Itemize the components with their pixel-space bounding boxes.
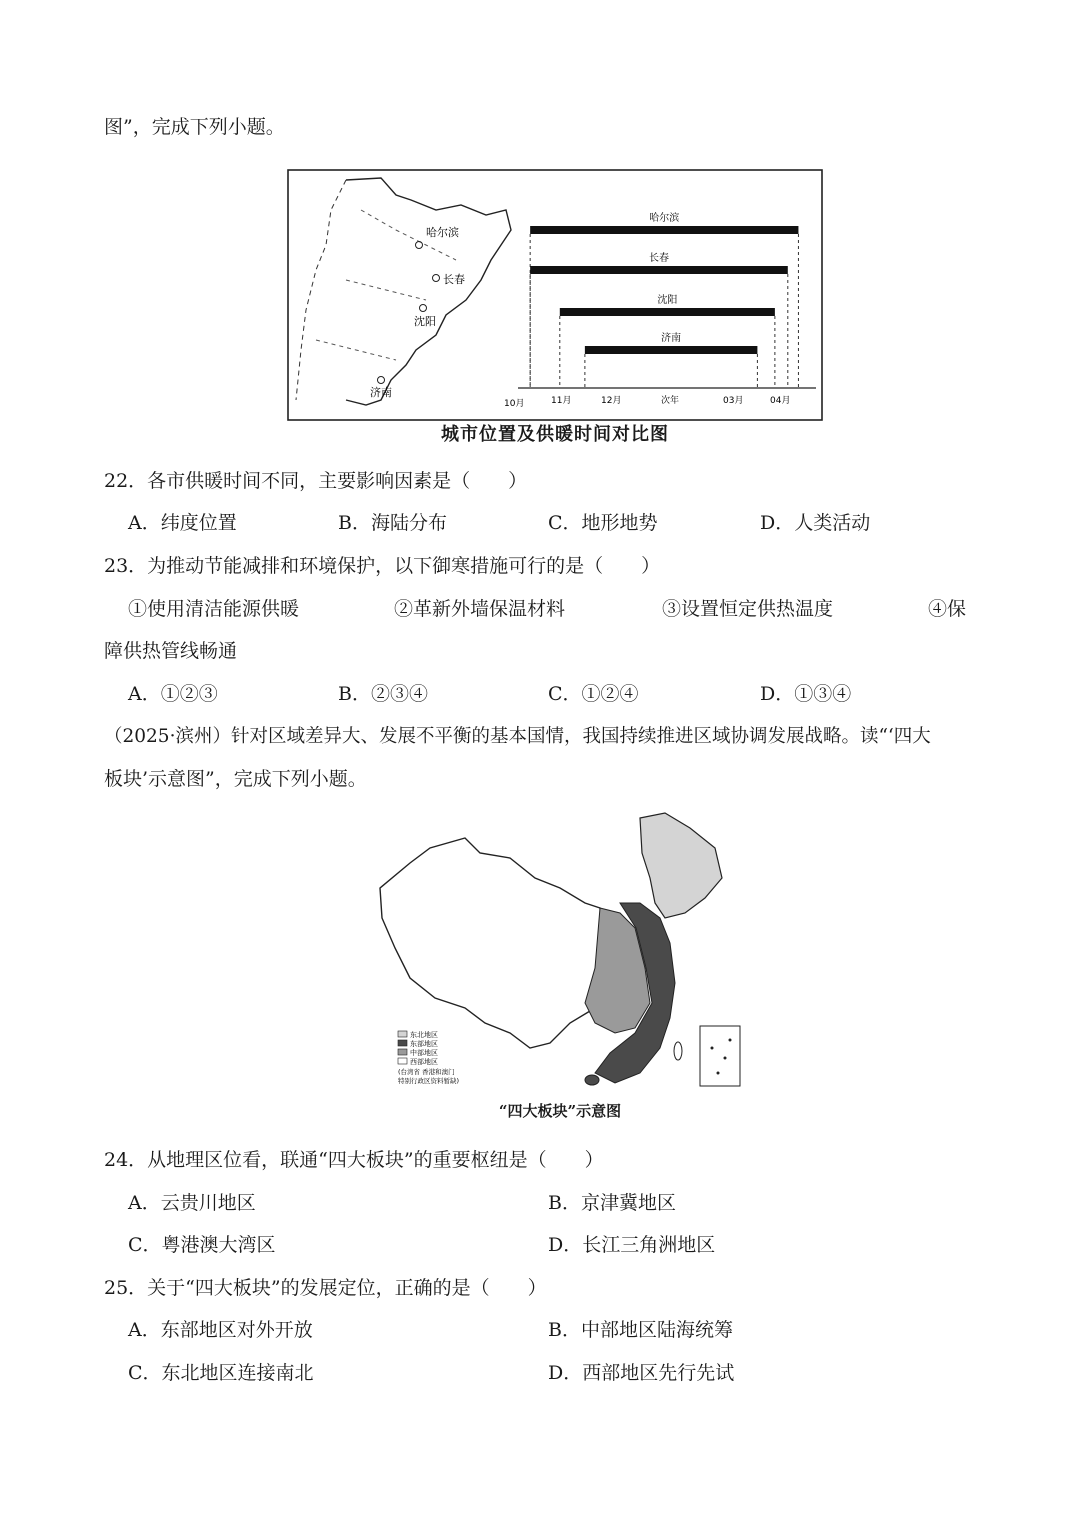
city-label-harbin: 哈尔滨 (426, 226, 459, 239)
question-22-stem: 22．各市供暖时间不同，主要影响因素是（ ） (104, 470, 528, 492)
legend (398, 1030, 459, 1085)
axis-label-next-year: 次年 (661, 396, 680, 406)
question-25-option-c[interactable]: C．东北地区连接南北 (128, 1362, 314, 1384)
legend-swatch-west (398, 1058, 407, 1064)
passage-line-1: （2025·滨州）针对区域差异大、发展不平衡的基本国情，我国持续推进区域协调发展战略。读“‘四大 (104, 726, 931, 747)
legend-note-line-1: (台湾省 香港和澳门 (398, 1068, 455, 1076)
legend-note-line-2: 特别行政区资料暂缺) (398, 1077, 460, 1085)
question-23-item-4-end: 障供热管线畅通 (104, 640, 238, 662)
question-24-stem: 24．从地理区位看，联通“四大板块”的重要枢纽是（ ） (104, 1149, 604, 1171)
heating-bar-label-changchun: 长春 (648, 253, 669, 264)
question-25-stem: 25．关于“四大板块”的发展定位，正确的是（ ） (104, 1277, 547, 1299)
figure1-caption: 城市位置及供暖时间对比图 (441, 424, 669, 445)
question-22-option-d[interactable]: D．人类活动 (760, 512, 871, 534)
axis-label-nov: 11月 (551, 396, 572, 406)
question-23-option-d[interactable]: D．①③④ (760, 683, 852, 705)
question-23-item-3: ③设置恒定供热温度 (662, 598, 834, 620)
legend-label-northeast: 东北地区 (410, 1031, 438, 1039)
legend-swatch-central (398, 1049, 407, 1055)
question-22-option-c[interactable]: C．地形地势 (548, 512, 658, 534)
question-23-option-c[interactable]: C．①②④ (548, 683, 639, 705)
question-24-option-a[interactable]: A．云贵川地区 (128, 1192, 256, 1214)
question-23-option-b[interactable]: B．②③④ (338, 683, 428, 705)
city-label-shenyang: 沈阳 (414, 315, 436, 328)
question-25-option-d[interactable]: D．西部地区先行先试 (548, 1362, 735, 1384)
axis-label-mar: 03月 (723, 396, 744, 406)
question-22-option-a[interactable]: A．纬度位置 (128, 512, 237, 534)
legend-swatch-east (398, 1040, 407, 1046)
question-24-option-c[interactable]: C．粤港澳大湾区 (128, 1234, 276, 1256)
legend-label-east: 东部地区 (410, 1040, 438, 1048)
question-24-option-b[interactable]: B．京津冀地区 (548, 1192, 676, 1214)
heating-bar-label-shenyang: 沈阳 (657, 295, 678, 306)
heating-bar-changchun (530, 266, 788, 274)
heating-comparison-figure (286, 150, 824, 422)
question-23-stem: 23．为推动节能减排和环境保护，以下御寒措施可行的是（ ） (104, 555, 661, 577)
question-23-option-a[interactable]: A．①②③ (128, 683, 218, 705)
question-22-option-b[interactable]: B．海陆分布 (338, 512, 447, 534)
question-23-item-2: ②革新外墙保温材料 (394, 598, 566, 620)
legend-label-west: 西部地区 (410, 1058, 438, 1066)
question-24-option-d[interactable]: D．长江三角洲地区 (548, 1234, 716, 1256)
question-23-item-4-start: ④保 (928, 598, 967, 620)
city-label-changchun: 长春 (443, 273, 465, 286)
question-23-item-1: ①使用清洁能源供暖 (128, 598, 300, 620)
passage-line-2: 板块’示意图”，完成下列小题。 (104, 768, 367, 790)
legend-label-central: 中部地区 (410, 1049, 438, 1057)
heating-bar-shenyang (560, 308, 775, 316)
heating-bar-jinan (585, 346, 758, 354)
question-25-option-b[interactable]: B．中部地区陆海统筹 (548, 1319, 733, 1341)
heating-bar-label-jinan: 济南 (661, 333, 682, 344)
city-label-jinan: 济南 (370, 386, 392, 399)
axis-label-dec: 12月 (601, 396, 622, 406)
axis-label-apr: 04月 (770, 396, 791, 406)
heating-bar-harbin (530, 226, 798, 234)
four-regions-map (370, 808, 750, 1104)
axis-label-oct: 10月 (504, 399, 525, 409)
intro-text: 图”，完成下列小题。 (104, 116, 285, 138)
figure2-caption: “四大板块”示意图 (498, 1102, 622, 1120)
heating-bar-label-harbin: 哈尔滨 (649, 213, 680, 224)
question-25-option-a[interactable]: A．东部地区对外开放 (128, 1319, 313, 1341)
legend-swatch-northeast (398, 1031, 407, 1037)
